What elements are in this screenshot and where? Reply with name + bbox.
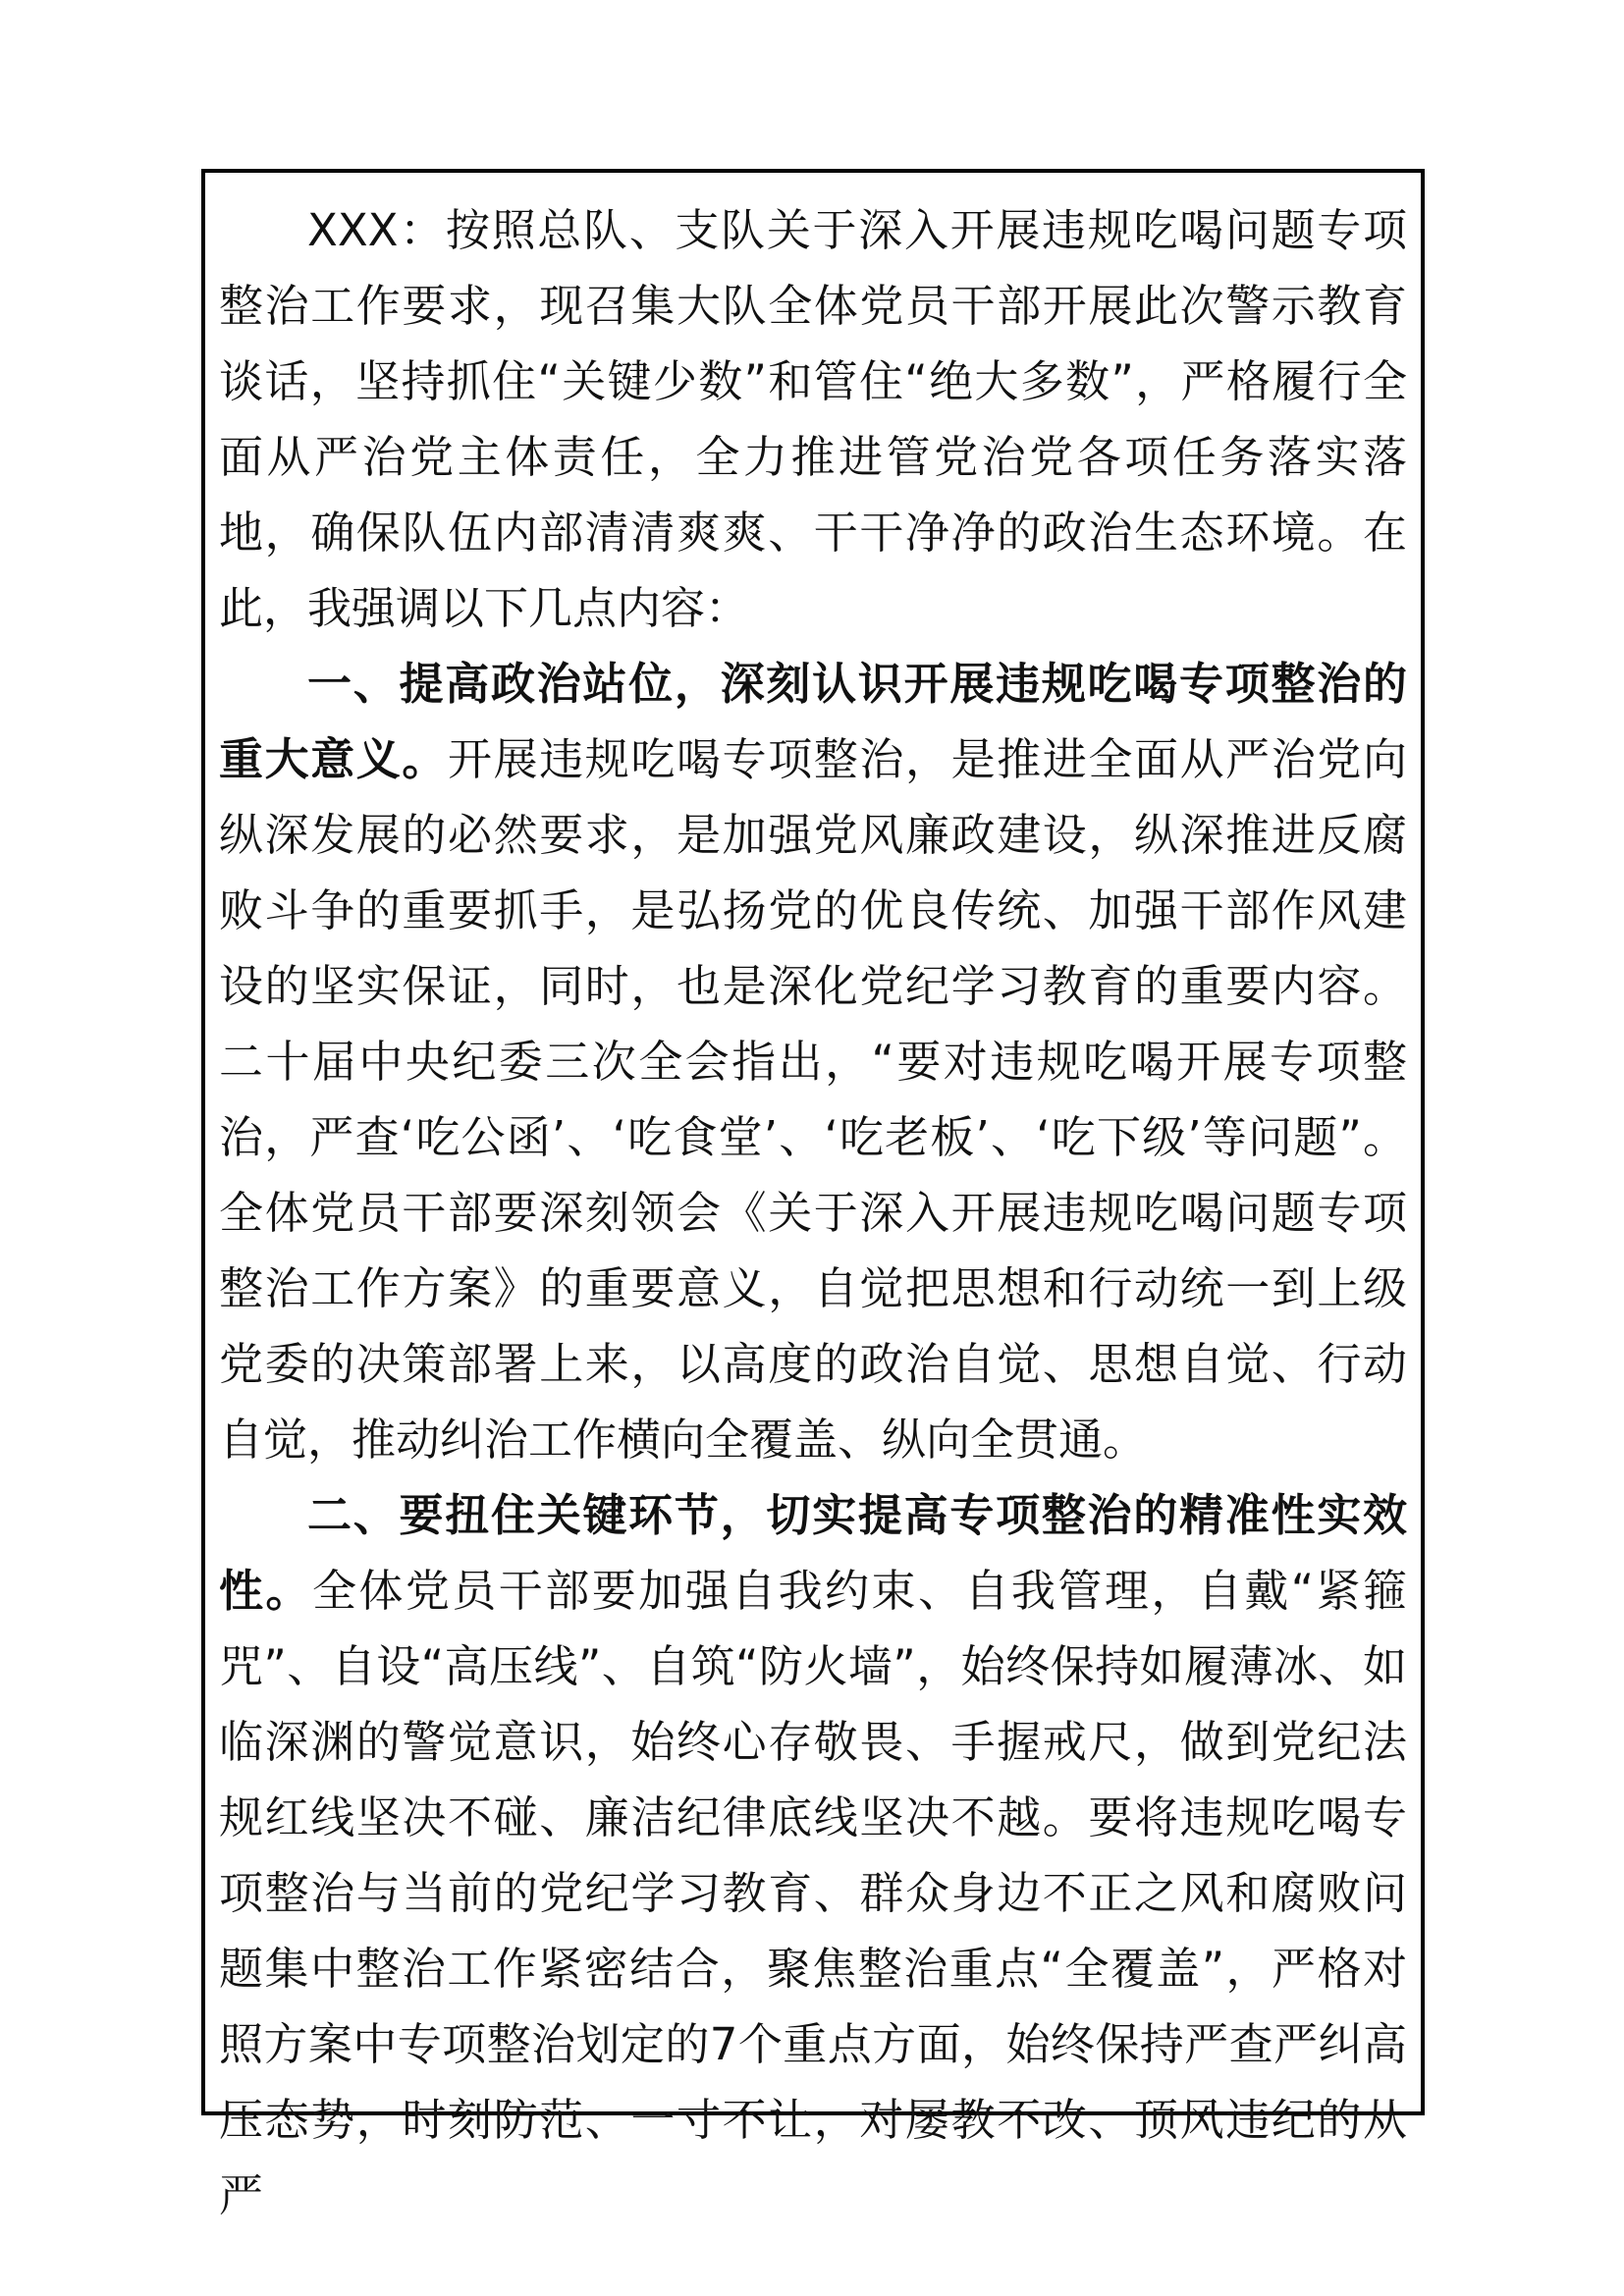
section-1-heading: 一、提高政治站位，深刻认识开展违规吃喝专项整治的重大意义。 [219, 658, 1407, 785]
section-2-paragraph [219, 1477, 1407, 2233]
document-frame [201, 169, 1425, 2221]
section-1-body: 开展违规吃喝专项整治，是推进全面从严治党向纵深发展的必然要求，是加强党风廉政建设，纵深推进反腐败斗争的重要抓手，是弘扬党的优良传统、加强干部作风建设的坚实保证，同时，也是深化党纪学习教育的重要内容。二十届中央纪委三次全会指出，“要对违规吃喝开展专项整治，严查‘吃公函’、‘吃食堂’、‘吃老板’、‘吃下级’等问题”。全体党员干部要深刻领会《关于深入开展违规吃喝问题专项整治工作方案》的重要意义，自觉把思想和行动统一到上级党委的决策部署上来，以高度的政治自觉、思想自觉、行动自觉，推动纠治工作横向全覆盖、纵向全贯通。 [219, 733, 1407, 1466]
section-1-paragraph [219, 646, 1407, 1477]
document-content [219, 192, 1407, 2233]
section-2-body: 全体党员干部要加强自我约束、自我管理，自戴“紧箍咒”、自设“高压线”、自筑“防火墙”，始终保持如履薄冰、如临深渊的警觉意识，始终心存敬畏、手握戒尺，做到党纪法规红线坚决不碰、廉洁纪律底线坚决不越。要将违规吃喝专项整治与当前的党纪学习教育、群众身边不正之风和腐败问题集中整治工作紧密结合，聚焦整治重点“全覆盖”，严格对照方案中专项整治划定的7个重点方面，始终保持严查严纠高压态势，时刻防范、一寸不让，对屡教不改、顶风违纪的从严 [219, 1565, 1407, 2221]
section-2-heading: 二、要扭住关键环节，切实提高专项整治的精准性实效性。 [219, 1489, 1407, 1617]
intro-paragraph: XXX：按照总队、支队关于深入开展违规吃喝问题专项整治工作要求，现召集大队全体党员干部开展此次警示教育谈话，坚持抓住“关键少数”和管住“绝大多数”，严格履行全面从严治党主体责任，全力推进管党治党各项任务落实落地，确保队伍内部清清爽爽、干干净净的政治生态环境。在此，我强调以下几点内容： [219, 204, 1407, 634]
